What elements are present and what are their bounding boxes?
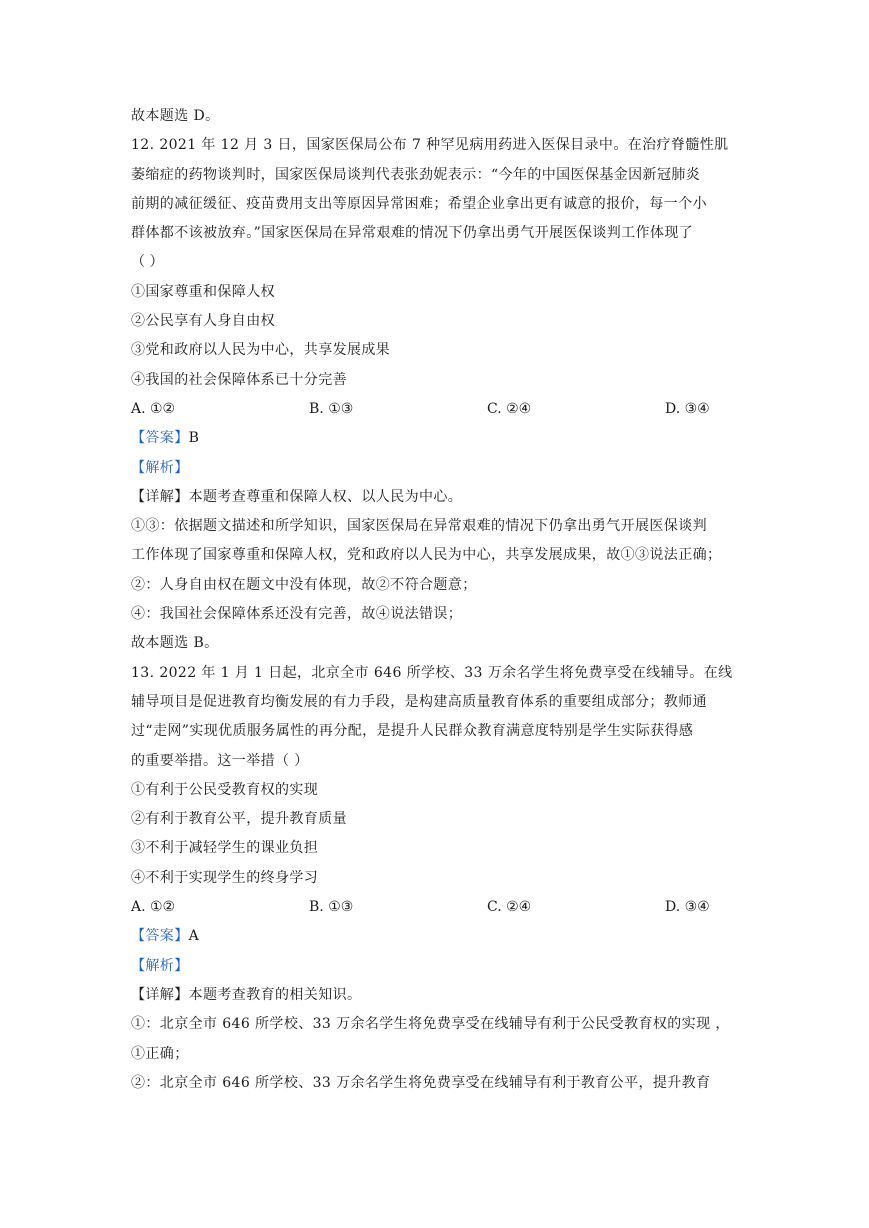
document-page: [131, 102, 741, 1098]
prev-answer-conclusion: 故本题选 D。: [131, 108, 220, 124]
q13-explanation-3: ②：北京全市 646 所学校、33 万余名学生将免费享受在线辅导有利于教育公平，提升教育: [131, 1074, 711, 1091]
q12-detail: [131, 483, 741, 512]
q13-statement-1: ①有利于公民受教育权的实现: [131, 781, 319, 798]
q13-statement-2: ②有利于教育公平，提升教育质量: [131, 811, 347, 828]
q12-detail-text: 本题考查尊重和保障人权、以人民为中心。: [188, 488, 463, 505]
answer-tag: 【答案】: [131, 430, 189, 447]
q12-statement-4: ④我国的社会保障体系已十分完善: [131, 371, 347, 388]
q12-explanation-3: ②：人身自由权在题文中没有体现，故②不符合题意；: [131, 576, 477, 593]
q13-analysis-tag: 【解析】: [131, 957, 189, 974]
q13-statement-3: ③不利于减轻学生的课业负担: [131, 840, 319, 857]
q13-detail: [131, 981, 741, 1010]
q12-explanation-2: 工作体现了国家尊重和保障人权，党和政府以人民为中心，共享发展成果，故①③说法正确；: [131, 547, 722, 564]
q12-statement-2: ②公民享有人身自由权: [131, 313, 275, 330]
q13-stem-line-3: 过“走网”实现优质服务属性的再分配，是提升人民群众教育满意度特别是学生实际获得感: [131, 723, 694, 740]
q12-stem-line-2: 萎缩症的药物谈判时，国家医保局谈判代表张劲妮表示：“今年的中国医保基金因新冠肺炎: [131, 166, 701, 183]
q13-answer: [131, 922, 741, 951]
q12-blank: （ ）: [131, 254, 164, 271]
q12-explanation-4: ④：我国社会保障体系还没有完善，故④说法错误；: [131, 606, 463, 623]
q12-stem-line-4: 群体都不该被放弃。”国家医保局在异常艰难的情况下仍拿出勇气开展医保谈判工作体现了: [131, 225, 694, 242]
q13-stem-line-4: 的重要举措。这一举措（ ）: [131, 752, 309, 769]
q13-option-d: D. ③④: [665, 899, 710, 916]
q13-option-b: B. ①③: [309, 899, 354, 916]
q12-option-d: D. ③④: [665, 400, 710, 417]
q12-options: [131, 395, 741, 424]
q13-answer-value: A: [188, 928, 200, 945]
q13-options: [131, 893, 741, 922]
q13-statement-4: ④不利于实现学生的终身学习: [131, 869, 319, 886]
q13-stem-line-2: 辅导项目是促进教育均衡发展的有力手段，是构建高质量教育体系的重要组成部分；教师通: [131, 693, 707, 710]
q13-explanation-1: ①：北京全市 646 所学校、33 万余名学生将免费享受在线辅导有利于公民受教育权的实现 ，: [131, 1016, 730, 1033]
q13-stem-line-1: 13. 2022 年 1 月 1 日起，北京全市 646 所学校、33 万余名学生将免费享受在线辅导。在线: [131, 664, 733, 681]
q13-detail-text: 本题考查教育的相关知识。: [188, 986, 362, 1003]
q12-answer-value: B: [188, 430, 200, 447]
q12-option-a: A. ①②: [131, 400, 176, 417]
q12-explanation-1: ①③：依据题文描述和所学知识，国家医保局在异常艰难的情况下仍拿出勇气开展医保谈判: [131, 518, 707, 535]
q12-stem-line-1: 12. 2021 年 12 月 3 日，国家医保局公布 7 种罕见病用药进入医保目录中。在治疗脊髓性肌: [131, 137, 729, 154]
q12-analysis-tag: 【解析】: [131, 459, 189, 476]
q12-answer: [131, 424, 741, 453]
q13-option-a: A. ①②: [131, 899, 176, 916]
q12-conclusion: 故本题选 B。: [131, 635, 219, 652]
answer-tag: 【答案】: [131, 928, 189, 945]
q12-statement-1: ①国家尊重和保障人权: [131, 283, 275, 300]
q12-option-c: C. ②④: [487, 400, 532, 417]
detail-tag: 【详解】: [131, 986, 189, 1003]
q12-option-b: B. ①③: [309, 400, 354, 417]
q12-statement-3: ③党和政府以人民为中心，共享发展成果: [131, 342, 391, 359]
q12-stem-line-3: 前期的减征缓征、疫苗费用支出等原因异常困难；希望企业拿出更有诚意的报价，每一个小: [131, 195, 707, 212]
q13-option-c: C. ②④: [487, 899, 532, 916]
q13-explanation-2: ①正确；: [131, 1045, 189, 1062]
detail-tag: 【详解】: [131, 488, 189, 505]
